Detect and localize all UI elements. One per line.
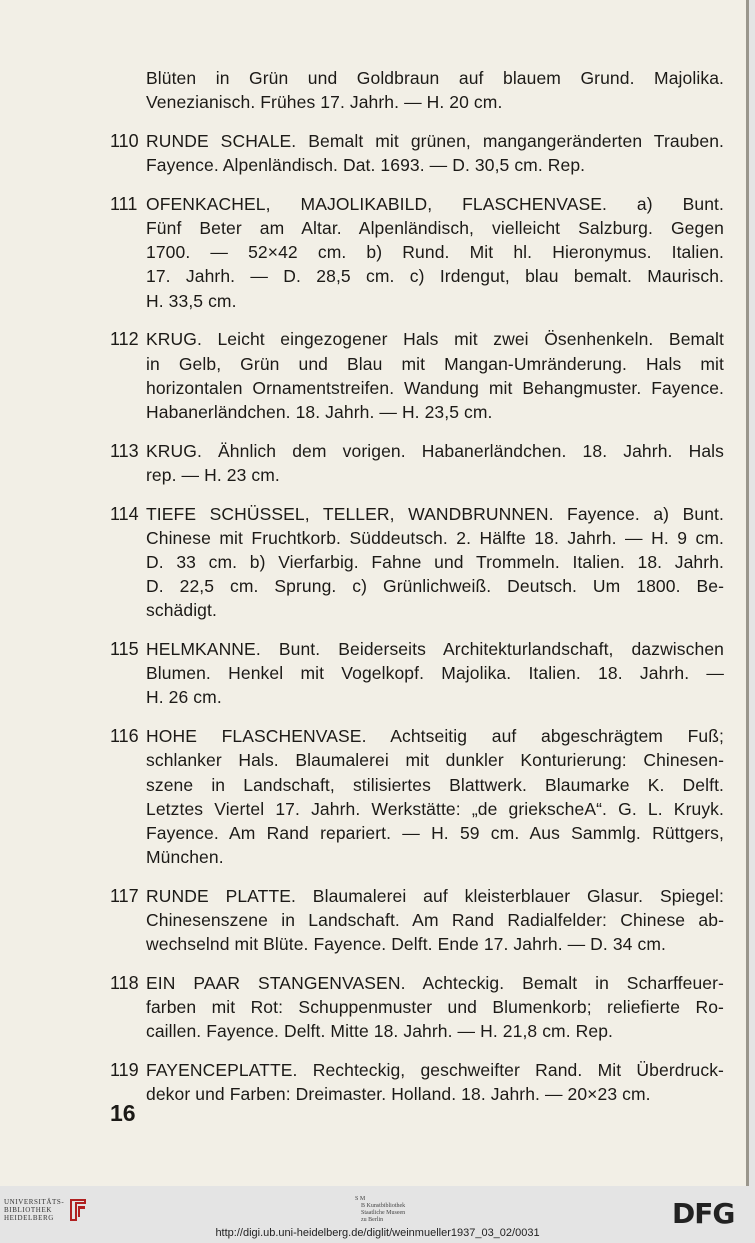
entry-text xyxy=(146,502,724,623)
entry-number: 117 xyxy=(110,885,139,906)
entry-text xyxy=(146,971,724,1044)
entry-line: KRUG. Ähnlich dem vorigen. Habanerländchen. 18. Jahrh. Hals xyxy=(146,440,724,461)
institution-line: zu Berlin xyxy=(361,1217,384,1223)
library-line: HEIDELBERG xyxy=(4,1214,54,1222)
entry-line: EIN PAAR STANGENVASEN. Achteckig. Bemalt in Scharffeuer- xyxy=(146,973,724,993)
entry-text xyxy=(146,1058,724,1106)
entry-number: 118 xyxy=(110,973,139,993)
entry-line: Chinesenszene in Landschaft. Am Rand Radialfelder: Chinese ab- xyxy=(146,910,724,931)
catalog-entry xyxy=(110,327,724,424)
entry-line: Venezianisch. Frühes 17. Jahrh. — H. 20 cm. xyxy=(146,92,503,113)
entry-line: TIEFE SCHÜSSEL, TELLER, WANDBRUNNEN. Fayence. a) Bunt. xyxy=(146,503,724,524)
entry-line: dekor und Farben: Dreimaster. Holland. 18. Jahrh. — 20×23 cm. xyxy=(146,1084,651,1105)
library-emblem-icon xyxy=(68,1197,88,1223)
entry-text xyxy=(146,192,724,313)
entry-line: Fayence. Alpenländisch. Dat. 1693. — D. 30,5 cm. Rep. xyxy=(146,155,586,176)
entry-text xyxy=(146,724,724,869)
entry-line: Blumen. Henkel mit Vogelkopf. Majolika. Italien. 18. Jahrh. — xyxy=(146,663,724,684)
catalog-entry xyxy=(110,502,724,623)
collection-credit xyxy=(355,1196,405,1224)
entry-line: Fayence. Am Rand repariert. — H. 59 cm. Aus Sammlg. Rüttgers, xyxy=(146,822,724,843)
entry-line: Habanerländchen. 18. Jahrh. — H. 23,5 cm. xyxy=(146,401,493,422)
library-name xyxy=(4,1198,64,1222)
entry-line: München. xyxy=(146,847,224,868)
entry-number: 116 xyxy=(110,726,139,747)
entry-line: D. 33 cm. b) Vierfarbig. Fahne und Trommeln. Italien. 18. Jahrh. xyxy=(146,551,724,572)
entry-line: szene in Landschaft, stilisiertes Blattwerk. Blaumarke K. Delft. xyxy=(146,774,724,795)
entry-line: rep. — H. 23 cm. xyxy=(146,464,280,485)
permalink-url[interactable]: http://digi.ub.uni-heidelberg.de/diglit/weinmueller1937_03_02/0031 xyxy=(215,1227,540,1239)
library-line: UNIVERSITÄTS- xyxy=(4,1198,65,1206)
entry-line: schädigt. xyxy=(146,600,217,621)
entry-line: horizontalen Ornamentstreifen. Wandung mit Behangmuster. Fayence. xyxy=(146,377,724,398)
museum-mark: S M xyxy=(355,1196,366,1202)
entry-line: HOHE FLASCHENVASE. Achtseitig auf abgeschrägtem Fuß; xyxy=(146,726,724,747)
university-library-logo[interactable] xyxy=(4,1197,88,1223)
entry-line: Letztes Viertel 17. Jahrh. Werkstätte: „de griekscheA“. G. L. Kruyk. xyxy=(146,798,724,819)
entry-number: 119 xyxy=(110,1060,139,1081)
entry-number xyxy=(110,66,146,114)
entry-number: 112 xyxy=(110,329,139,350)
entry-number: 110 xyxy=(110,130,139,151)
entry-line: caillen. Fayence. Delft. Mitte 18. Jahrh. — H. 21,8 cm. Rep. xyxy=(146,1021,614,1042)
entry-line: wechselnd mit Blüte. Fayence. Delft. Ende 17. Jahrh. — D. 34 cm. xyxy=(146,934,666,955)
catalog-entry xyxy=(110,971,724,1044)
entry-line: OFENKACHEL, MAJOLIKABILD, FLASCHENVASE. a) Bunt. xyxy=(146,193,724,214)
entry-line: D. 22,5 cm. Sprung. c) Grünlichweiß. Deutsch. Um 1800. Be- xyxy=(146,576,724,597)
catalog-entry xyxy=(110,884,724,957)
entry-text xyxy=(146,66,724,114)
entry-line: 17. Jahrh. — D. 28,5 cm. c) Irdengut, blau bemalt. Maurisch. xyxy=(146,266,724,287)
catalog-entries xyxy=(110,66,724,1121)
entry-line: Blüten in Grün und Goldbraun auf blauem Grund. Majolika. xyxy=(146,68,724,88)
institution-line: B Kunstbibliothek xyxy=(361,1203,406,1209)
entry-line: H. 26 cm. xyxy=(146,687,222,708)
entry-line: in Gelb, Grün und Blau mit Mangan-Umränderung. Hals mit xyxy=(146,353,724,374)
entry-number: 114 xyxy=(110,503,139,524)
institution-line: Staatliche Museen xyxy=(361,1210,406,1216)
entry-line: farben mit Rot: Schuppenmuster und Blumenkorb; reliefierte Ro- xyxy=(146,997,724,1018)
entry-line: Chinese mit Fruchtkorb. Süddeutsch. 2. Hälfte 18. Jahrh. — H. 9 cm. xyxy=(146,527,724,548)
catalog-entry xyxy=(110,439,724,487)
entry-line: RUNDE SCHALE. Bemalt mit grünen, mangangeränderten Trauben. xyxy=(146,130,724,151)
entry-line: RUNDE PLATTE. Blaumalerei auf kleisterblauer Glasur. Spiegel: xyxy=(146,885,724,906)
entry-number: 111 xyxy=(110,193,138,214)
entry-line: H. 33,5 cm. xyxy=(146,290,237,311)
entry-text xyxy=(146,637,724,710)
entry-line: Fünf Beter am Altar. Alpenländisch, vielleicht Salzburg. Gegen xyxy=(146,218,724,239)
entry-text xyxy=(146,439,724,487)
entry-line: HELMKANNE. Bunt. Beiderseits Architekturlandschaft, dazwischen xyxy=(146,639,724,660)
page-number: 16 xyxy=(110,1100,136,1126)
library-line: BIBLIOTHEK xyxy=(4,1206,52,1214)
entry-line: 1700. — 52×42 cm. b) Rund. Mit hl. Hieronymus. Italien. xyxy=(146,242,724,263)
catalog-entry xyxy=(110,724,724,869)
entry-line: schlanker Hals. Blaumalerei mit dunkler Konturierung: Chinesen- xyxy=(146,750,724,771)
catalog-entry xyxy=(110,637,724,710)
entry-text xyxy=(146,129,724,177)
entry-text xyxy=(146,884,724,957)
catalog-entry xyxy=(110,1058,724,1106)
entry-number: 115 xyxy=(110,639,139,660)
entry-text xyxy=(146,327,724,424)
catalog-entry xyxy=(110,192,724,313)
catalog-entry xyxy=(110,129,724,177)
dfg-logo[interactable]: DFG xyxy=(672,1197,735,1230)
catalog-entry xyxy=(110,66,724,114)
entry-number: 113 xyxy=(110,440,139,461)
entry-line: KRUG. Leicht eingezogener Hals mit zwei Ösenhenkeln. Bemalt xyxy=(146,329,724,350)
entry-line: FAYENCEPLATTE. Rechteckig, geschweifter Rand. Mit Überdruck- xyxy=(146,1060,724,1081)
